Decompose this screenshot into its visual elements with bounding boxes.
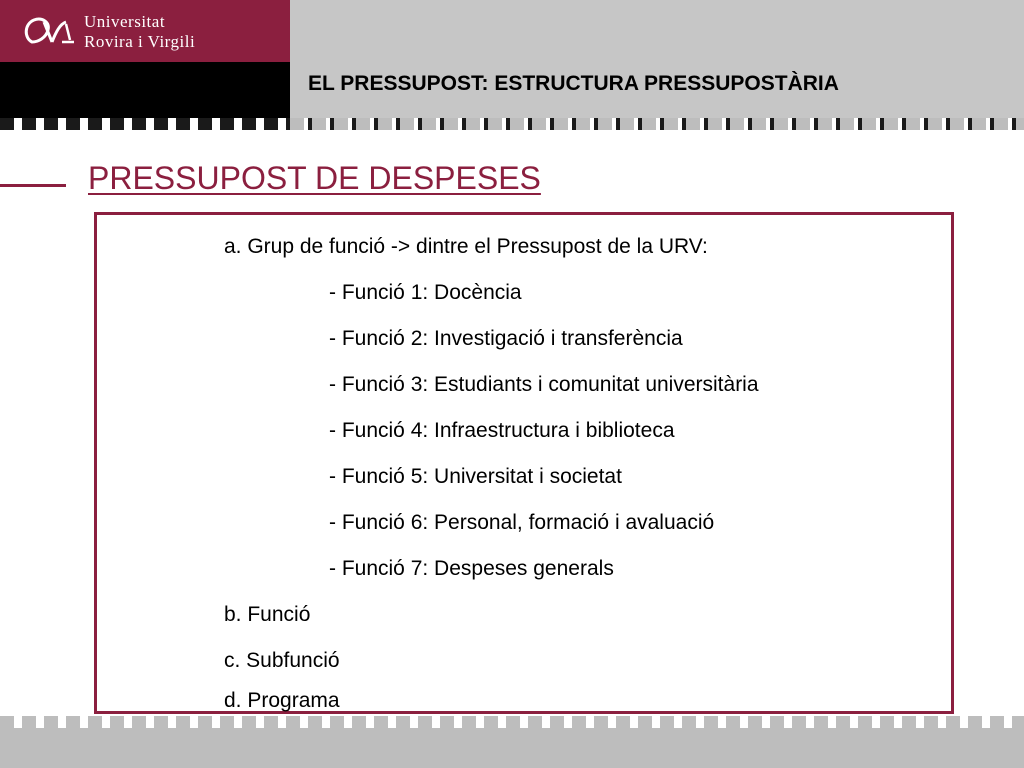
function-item-4: - Funció 4: Infraestructura i biblioteca [329,419,675,442]
list-item-a: a. Grup de funció -> dintre el Pressupost de la URV: [224,235,708,258]
function-item-1: - Funció 1: Docència [329,281,522,304]
footer-bar [0,728,1024,768]
function-item-2: - Funció 2: Investigació i transferència [329,327,683,350]
top-divider-light [290,118,1024,130]
page-title: EL PRESSUPOST: ESTRUCTURA PRESSUPOSTÀRIA [308,72,839,95]
logo-line-2: Rovira i Virgili [84,32,196,51]
list-item-d: d. Programa [224,689,340,712]
list-item-c: c. Subfunció [224,649,340,672]
function-item-6: - Funció 6: Personal, formació i avaluació [329,511,715,534]
logo-line-1: Universitat [84,12,166,31]
function-item-5: - Funció 5: Universitat i societat [329,465,622,488]
bottom-divider [0,716,1024,728]
heading-rule [0,184,66,187]
function-item-7: - Funció 7: Despeses generals [329,557,614,580]
list-item-b: b. Funció [224,603,311,626]
function-item-3: - Funció 3: Estudiants i comunitat universitària [329,373,759,396]
section-title: PRESSUPOST DE DESPESES [88,160,541,196]
logo-wordmark [84,12,195,52]
urv-logo-icon [22,14,78,50]
logo-band [0,62,290,118]
logo [0,0,290,118]
content-box [94,212,954,714]
